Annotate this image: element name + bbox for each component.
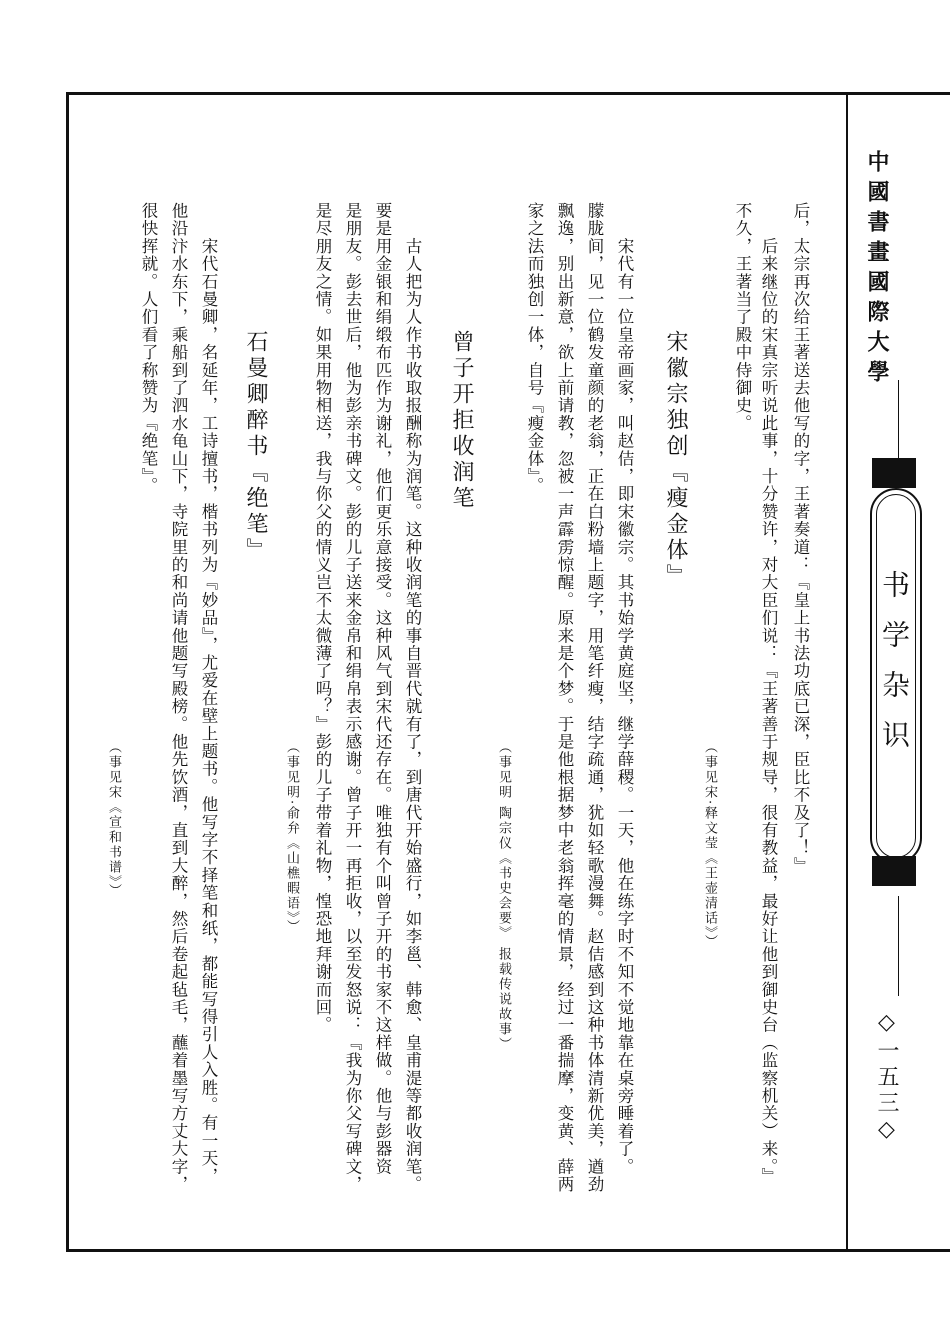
page-number: ◇一五三◇ — [874, 1010, 899, 1146]
text-line: 很快挥就。人们看了称赞为『绝笔』。 — [139, 202, 158, 495]
text-line: 他沿汴水东下，乘船到了泗水龟山下，寺院里的和尚请他题写殿榜。他先饮酒，直到大醉，然后卷起毡毛，蘸着墨写方丈大字， — [169, 202, 188, 1194]
section-heading: 宋徽宗独创『瘦金体』 — [663, 330, 688, 590]
sidebar-rule-bottom — [898, 896, 899, 996]
text-line: 不久，王著当了殿中侍御史。 — [733, 202, 752, 433]
text-line: 后来继位的宋真宗听说此事，十分赞许，对大臣们说：『王著善于规导，很有教益，最好让他到御史台（监察机关）来。』 — [759, 202, 778, 1185]
source-citation: （事见宋·释文莹《王壶清话》） — [702, 740, 717, 950]
university-name: 中國書畫國際大學 — [864, 150, 889, 390]
text-line: 是尽朋友之情。如果用物相送，我与你父的情义岂不太微薄了吗？』彭的儿子带着礼物，惶恐地拜谢而回。 — [313, 202, 332, 1034]
text-line: 家之法而独创一体，自号『瘦金体』。 — [525, 202, 544, 495]
sidebar-rule-top — [898, 380, 899, 470]
plaque-bottom-bar — [872, 856, 916, 886]
text-line: 后，太宗再次给王著送去他写的字，王著奏道：『皇上书法功底已深，臣比不及了！』 — [791, 202, 810, 875]
text-line: 朦胧间，见一位鹤发童颜的老翁，正在白粉墙上题字，用笔纤瘦，结字疏通，犹如轻歌漫舞。赵佶感到这种书体清新优美，遒劲 — [585, 202, 604, 1194]
sidebar-divider — [846, 94, 848, 1250]
text-line: 宋代石曼卿，名延年，工诗擅书，楷书列为『妙品』，尤爱在壁上题书。他写字不择笔和纸，都能写得引人入胜。有一天， — [199, 202, 218, 1185]
plaque-top-bar — [872, 458, 916, 488]
text-line: 要是用金银和绢缎布匹作为谢礼，他们更乐意接受。这种风气到宋代还存在。唯独有个叫曾子开的书家不这样做。他与彭器资 — [373, 202, 392, 1176]
book-title: 书学杂识 — [878, 570, 911, 770]
text-line: 是朋友。彭去世后，他为彭亲书碑文。彭的儿子送来金帛和绢帛表示感谢。曾子开一再拒收，以至发怒说：『我为你父写碑文， — [343, 202, 362, 1194]
text-line: 古人把为人作书收取报酬称为润笔。这种收润笔的事自晋代就有了，到唐代开始盛行，如李邕、韩愈、皇甫湜等都收润笔。 — [403, 202, 422, 1194]
section-heading: 石曼卿醉书『绝笔』 — [243, 330, 268, 564]
text-line: 飘逸，别出新意，欲上前请教，忽被一声霹雳惊醒。原来是个梦。于是他根据梦中老翁挥毫的情景，经过一番揣摩，变黄、薛两 — [555, 202, 574, 1194]
section-heading: 曾子开拒收润笔 — [449, 330, 474, 512]
source-citation: （事见明·俞弁《山樵暇语》） — [284, 740, 299, 935]
text-line: 宋代有一位皇帝画家，叫赵佶，即宋徽宗。其书始学黄庭坚，继学薛稷。一天，他在练字时不知不觉地靠在桌旁睡着了。 — [615, 202, 634, 1176]
source-citation: （事见明 陶宗仪《书史会要》 报载传说故事） — [496, 740, 511, 1053]
source-citation: （事见宋《宣和书谱》） — [106, 740, 121, 899]
